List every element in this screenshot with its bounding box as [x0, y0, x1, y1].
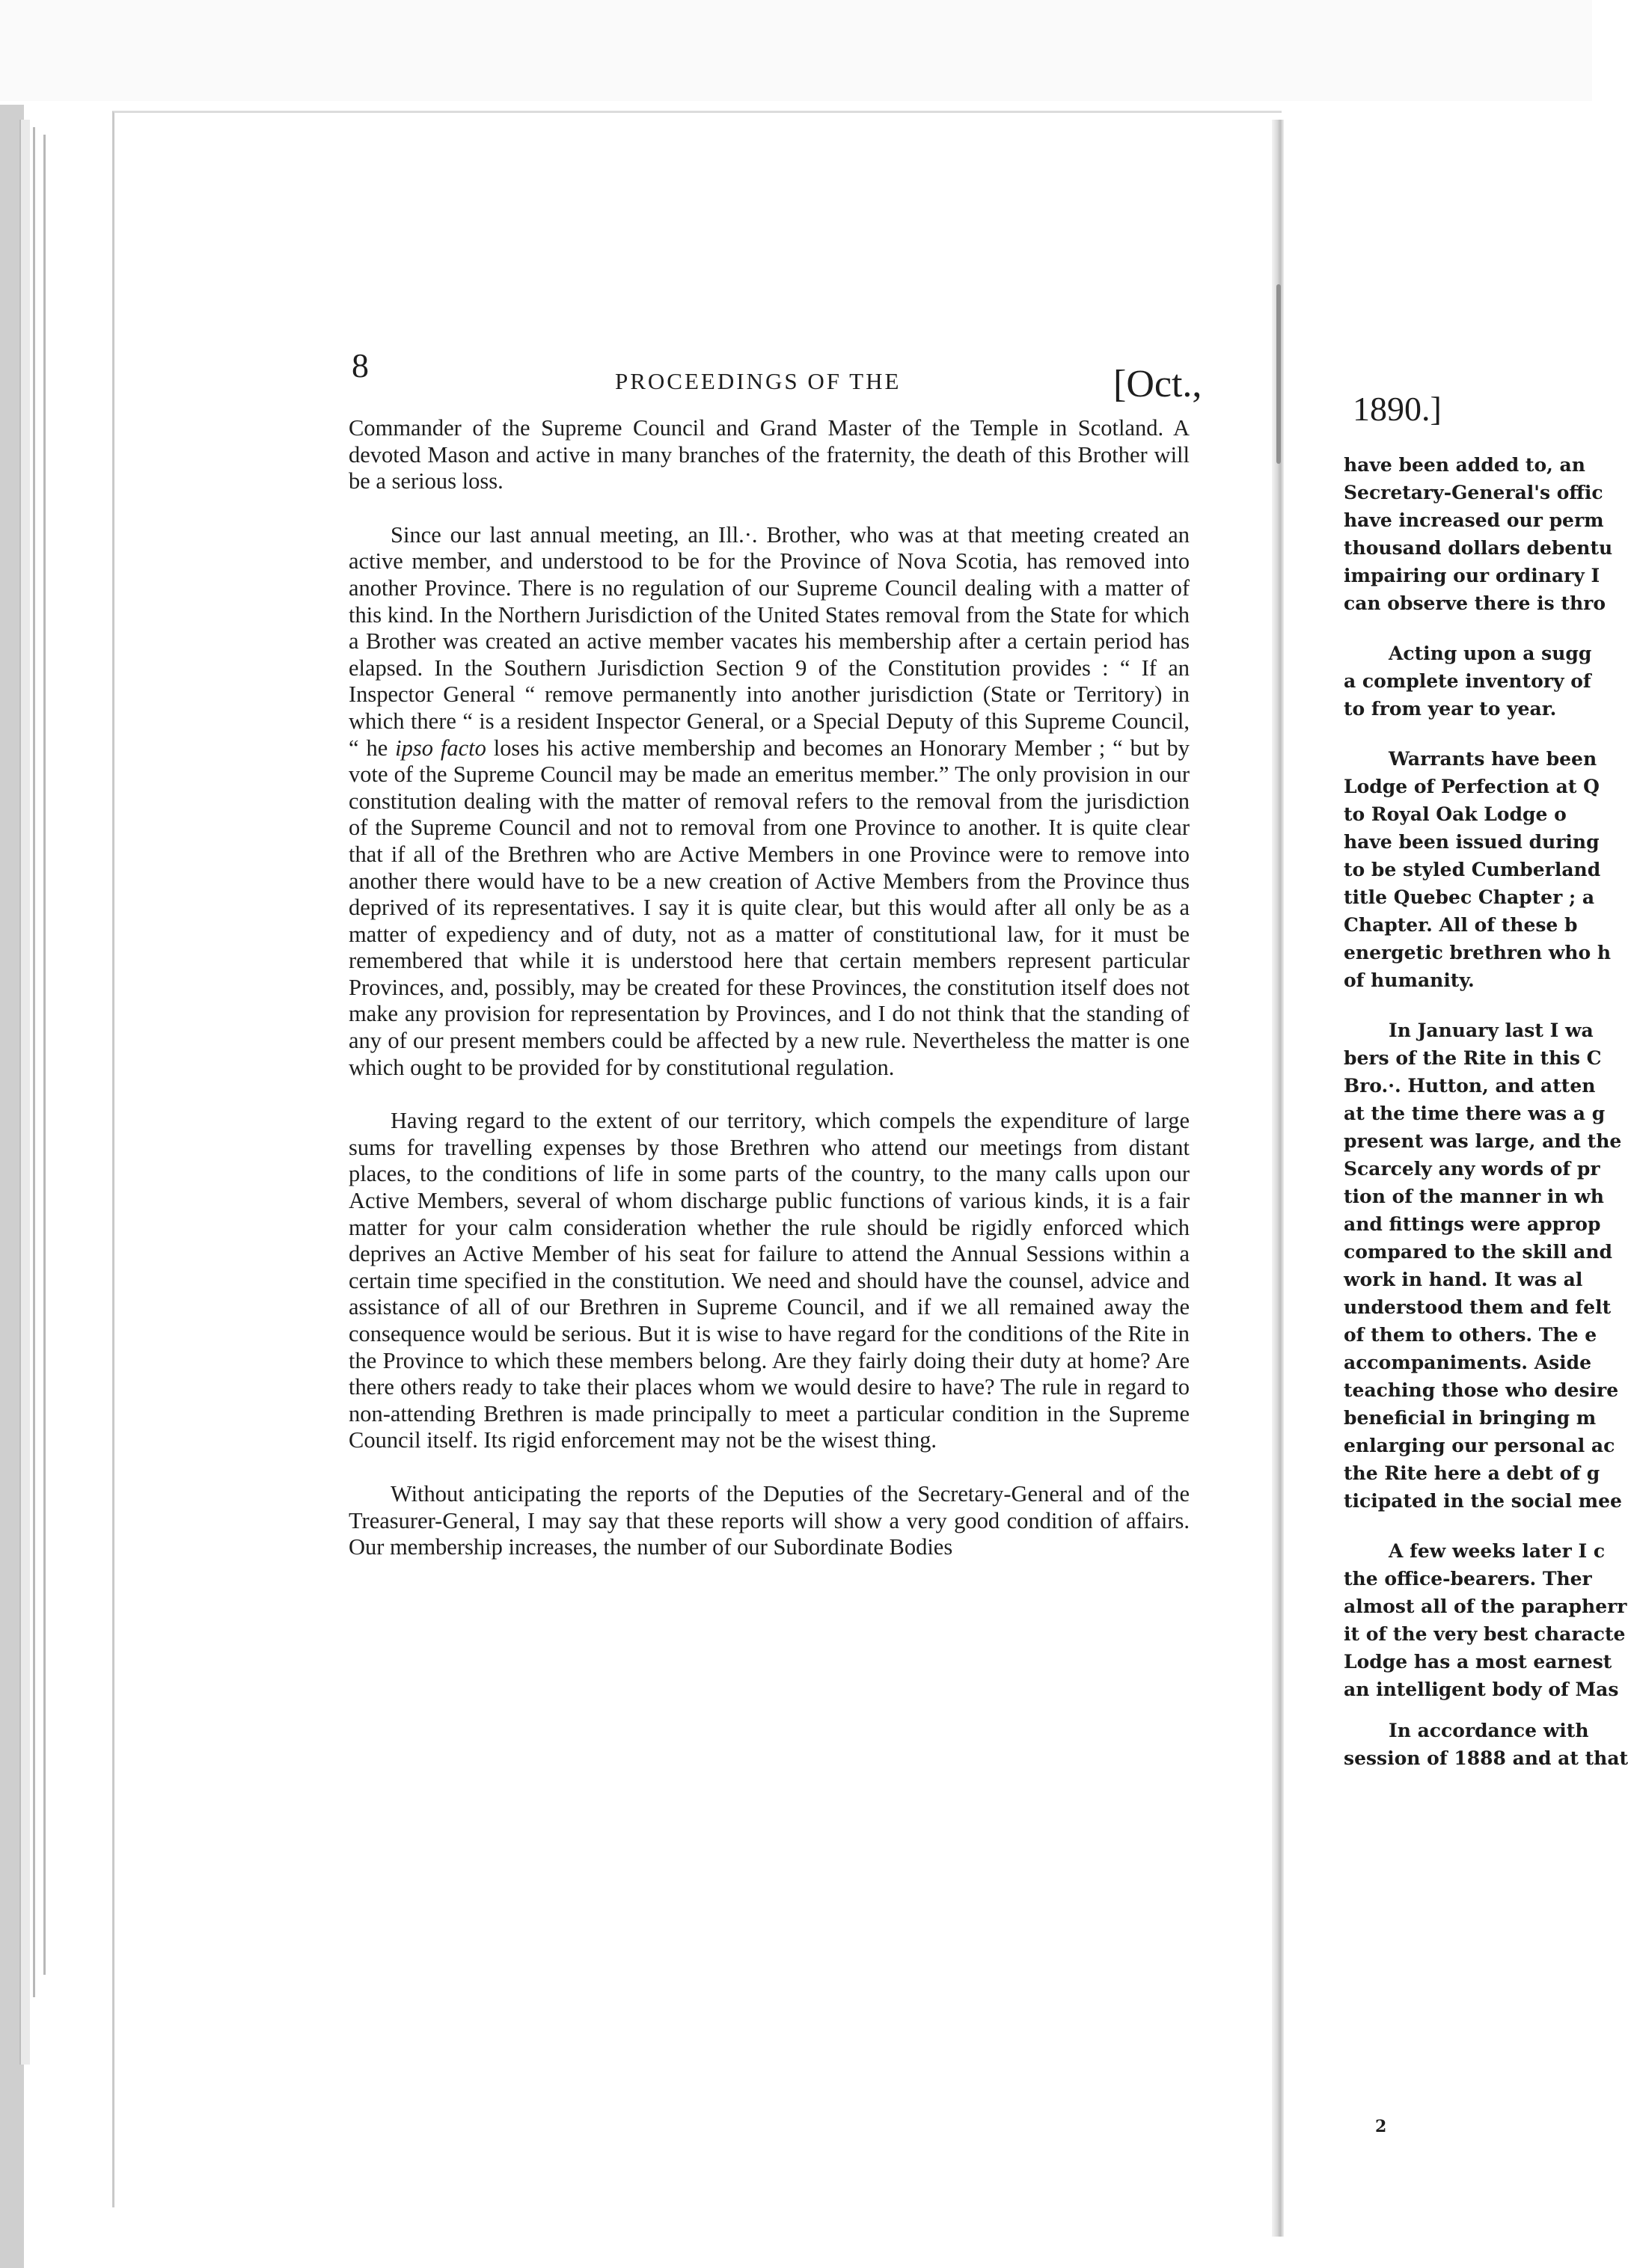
text-line: of humanity.	[1344, 969, 1475, 991]
text-line: the office-bearers. Ther	[1344, 1568, 1592, 1590]
paragraph	[349, 522, 1190, 1081]
text-line: understood them and felt	[1344, 1296, 1612, 1318]
right-page-body	[1344, 451, 1628, 1772]
text-line: ticipated in the social mee	[1344, 1490, 1622, 1512]
text-line: thousand dollars debentu	[1344, 537, 1613, 559]
text-line: can observe there is thro	[1344, 592, 1606, 614]
text-line: the Rite here a debt of g	[1344, 1462, 1600, 1484]
text-line: an intelligent body of Mas	[1344, 1679, 1619, 1700]
text-line: present was large, and the	[1344, 1130, 1622, 1152]
text-line: tion of the manner in wh	[1344, 1186, 1604, 1207]
page-stack-line	[43, 135, 46, 1975]
paragraph: Having regard to the extent of our territory, which compels the expenditure of large sums for travelling expenses by those Brethren who attend our meetings from distant places, to the conditions of life in some parts of the country, to the many calls upon our Active Members, several of whom discharge public functions of various kinds, it is a fair matter for your calm consideration whether the rule should be rigidly enforced which deprives an Active Member of his seat for failure to attend the Annual Sessions within a certain time specified in the constitution. We need and should have the counsel, advice and assistance of all of our Brethren in Supreme Council, and if we all remained away the consequence would be serious. But it is wise to have regard for the conditions of the Rite in the Province to which these members belong. Are they fairly doing their duty at home? Are there others ready to take their places whom we would desire to have? The rule in regard to non-attending Brethren is made principally to meet a particular condition in the Supreme Council itself. Its rigid enforcement may not be the wisest thing.	[349, 1108, 1190, 1453]
text-line: teaching those who desire	[1344, 1379, 1619, 1401]
scan-top-margin	[0, 0, 1592, 101]
text-line: bers of the Rite in this C	[1344, 1047, 1602, 1069]
text-line: Acting upon a sugg	[1389, 643, 1592, 664]
paragraph: Commander of the Supreme Council and Grand Master of the Temple in Scotland. A devoted Mason and active in many branches of the fraternity, the death of this Brother will be a serious loss.	[349, 415, 1190, 494]
text-line: accompaniments. Aside	[1344, 1352, 1592, 1373]
text-line: Chapter. All of these b	[1344, 914, 1578, 936]
text-line: have been added to, an	[1344, 454, 1585, 476]
text-line: a complete inventory of	[1344, 670, 1591, 692]
text-line: work in hand. It was al	[1344, 1269, 1583, 1290]
running-date: [Oct.,	[1113, 363, 1202, 405]
text-line: energetic brethren who h	[1344, 942, 1612, 963]
text-line: have been issued during	[1344, 831, 1600, 853]
gutter-shadow	[1276, 284, 1281, 464]
text-line: In January last I wa	[1389, 1020, 1594, 1041]
running-head: PROCEEDINGS OF THE	[615, 368, 902, 394]
text-line: Lodge of Perfection at Q	[1344, 776, 1600, 797]
text-line: Secretary-General's offic	[1344, 482, 1603, 503]
text-line: enlarging our personal ac	[1344, 1435, 1615, 1456]
text-line: Lodge has a most earnest	[1344, 1651, 1612, 1673]
left-page-body	[349, 415, 1190, 1561]
text-line: to from year to year.	[1344, 698, 1557, 720]
text-line: and fittings were approp	[1344, 1213, 1601, 1235]
page-stack-edge	[19, 120, 30, 2065]
text-line: In accordance with	[1389, 1720, 1589, 1741]
italic-phrase: ipso facto	[395, 735, 486, 761]
text-line: beneficial in bringing m	[1344, 1407, 1597, 1429]
page-number: 8	[352, 346, 369, 384]
text-line: session of 1888 and at that	[1344, 1747, 1628, 1769]
text-line: title Quebec Chapter ; a	[1344, 886, 1595, 908]
text-line: have increased our perm	[1344, 509, 1604, 531]
text-line: compared to the skill and	[1344, 1241, 1612, 1263]
text-line: at the time there was a g	[1344, 1103, 1606, 1124]
text-line: of them to others. The e	[1344, 1324, 1597, 1346]
text-line: Scarcely any words of pr	[1344, 1158, 1600, 1180]
paragraph: Without anticipating the reports of the Deputies of the Secretary-General and of the Treasurer-General, I may say that these reports will show a very good condition of affairs. Our membership increases, the number of our Subordinate Bodies	[349, 1480, 1190, 1560]
text-line: Warrants have been	[1389, 748, 1597, 770]
paragraph-text: loses his active membership and becomes an Honorary Member ; “ but by vote of the Supreme Council may be made an emeritus member.” The only provision in our constitution dealing with the matter of removal refers to the removal from the jurisdiction of the Supreme Council and not to removal from one Province to another. It is quite clear that if all of the Brethren who are Active Members in one Province were to remove into another there would have to be a new creation of Active Members from the Province thus deprived of its representatives. I say it is quite clear, but this would after all only be as a matter of expediency and of duty, not as a matter of constitutional law, for it must be remembered that while it is understood here that certain members represent particular Provinces, and, possibly, may be created for these Provinces, the constitution itself does not make any provision for representation by Provinces, and I do not think that the standing of any of our present members could be affected by a new rule. Nevertheless the matter is one which ought to be provided for by constitutional regulation.	[349, 735, 1190, 1080]
text-line: A few weeks later I c	[1389, 1540, 1606, 1562]
text-line: it of the very best characte	[1344, 1623, 1626, 1645]
text-line: almost all of the parapherr	[1344, 1596, 1627, 1617]
text-line: impairing our ordinary I	[1344, 565, 1600, 586]
right-running-date: 1890.]	[1353, 390, 1442, 428]
signature-mark: 2	[1375, 2117, 1387, 2136]
text-line: to be styled Cumberland	[1344, 859, 1601, 880]
text-line: Bro.·. Hutton, and atten	[1344, 1075, 1596, 1097]
text-line: to Royal Oak Lodge o	[1344, 803, 1567, 825]
page-stack-line	[33, 127, 35, 1997]
paragraph-text: Since our last annual meeting, an Ill.·. Brother, who was at that meeting created an active member, and understood to be for the Province of Nova Scotia, has removed into another Province. There is no regulation of our Supreme Council dealing with a matter of this kind. In the Northern Jurisdiction of the United States removal from the State for which a Brother was created an active member vacates his membership after a certain period has elapsed. In the Southern Jurisdiction Section 9 of the Constitution provides : “ If an Inspector General “ remove permanently into another jurisdiction (State or Territory) in which there “ is a resident Inspector General, or a Special Deputy of this Supreme Council, “ he	[349, 521, 1190, 761]
